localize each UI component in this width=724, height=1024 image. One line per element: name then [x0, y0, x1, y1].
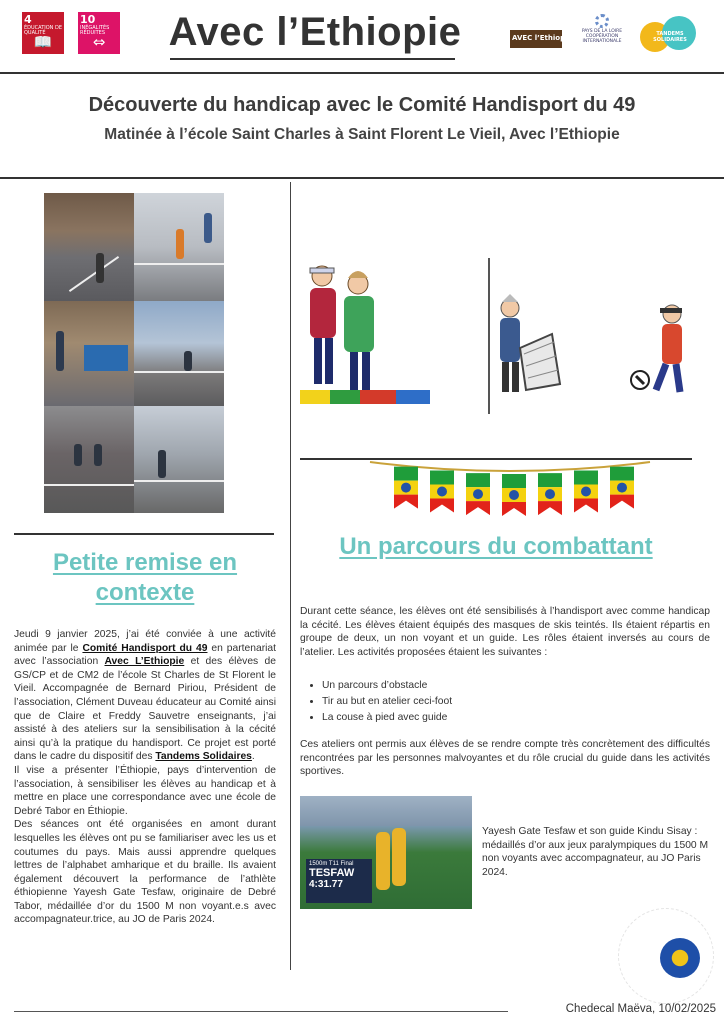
footer-rule [14, 1011, 508, 1012]
link-tandems-solidaires[interactable]: Tandems Solidaires [155, 751, 252, 763]
result-name: TESFAW [309, 867, 355, 879]
page-title: Avec l’Ethiopie [168, 10, 462, 54]
paragraph-sessions: Des séances ont été organisées en amont durant lesquelles les élèves ont pu se familiariser avec les us et coutumes du pays. Mais aussi apprendre quelques lettres de l’alphabet amharique et du braille. Ils avaient également découvert la performance de l’athlète éthiopienne Yayesh Gate Tesfaw, originaire de Debré Tabor, médaillée d’or du 1500 M non voyant.e.s avec accompagnateur.trice, au JO de Paris 2024. [14, 819, 276, 926]
photo-playground [134, 301, 224, 406]
left-section-body [14, 628, 276, 927]
runner-figure [376, 832, 390, 890]
subtitle-divider [0, 177, 724, 179]
stadium-stands [300, 796, 472, 826]
article-subtitle: Matinée à l’école Saint Charles à Saint Florent Le Vieil, Avec l’Ethiopie [104, 126, 620, 143]
book-icon: 📖 [33, 33, 53, 52]
photo-guide-course [134, 193, 224, 301]
paragraph-goal: Il vise a présenter l’Éthiopie, pays d’intervention de l’association, à sensibiliser les élèves au handicap et à mettre en place une correspondance avec une école de Debré Tabor en Éthiopie. [14, 764, 276, 817]
athlete-caption: Yayesh Gate Tesfaw et son guide Kindu Sisay : médaillés d’or aux jeux paralympiques du 1500 M non voyants avec accompagnateur, au JO Paris 2024. [482, 826, 709, 878]
photo-covered-area [44, 406, 134, 513]
result-time: 4:31.77 [309, 879, 343, 890]
footer-author-date: Chedecal Maëva, 10/02/2025 [565, 1003, 716, 1015]
drawing-football-svg [490, 258, 694, 414]
result-event: 1500m T11 Final [309, 861, 354, 867]
left-section-rule [14, 533, 274, 535]
drawing-blind-football [488, 258, 692, 414]
result-board [306, 859, 372, 903]
cooperation-logo-text: PAYS DE LA LOIRE COOPÉRATION INTERNATIONALE [581, 29, 623, 44]
photo-running [134, 406, 224, 513]
column-divider [290, 182, 291, 970]
ethiopia-emblem-icon [660, 938, 700, 978]
text-span: et des élèves de GS/CP et de CM2 de l’école St Charles de St Florent le Vieil. Accompagnée de Bernard Piriou, Président de l’association, Clément Duveau éducateur au Comité ainsi que de Claire et Freddy Sauvetre enseignants, j’ai assisté à des ateliers sur la sensibilisation à la cécité ainsi qu’à la pratique du handisport. Ce projet est porté dans le cadre du dispositif des [14, 656, 276, 763]
text-span: en partenariat avec l’association [14, 642, 277, 668]
activities-list [318, 678, 698, 726]
avec-ethiopie-logo: AVEC l’Ethiopie [510, 30, 562, 48]
sdg-number: 10 [80, 13, 96, 26]
flag-pennant [430, 470, 454, 512]
ethiopian-flag-bunting [360, 458, 660, 524]
paragraph-intro [14, 628, 276, 764]
tandems-logo-text: TANDEMS SOLIDAIRES [653, 31, 687, 43]
runner-figure [392, 828, 406, 886]
left-section-heading: Petite remise en contexte [52, 549, 238, 606]
sdg-number: 4 [24, 13, 32, 26]
link-avec-ethiopie[interactable]: Avec L’Ethiopie [104, 656, 185, 668]
right-section-heading: Un parcours du combattant [339, 533, 653, 560]
list-item: • La couse à pied avec guide [322, 710, 698, 726]
photo-banner [44, 301, 134, 406]
paragraph-session: Durant cette séance, les élèves ont été sensibilisés à l’handisport avec comme handicap la cécité. Les élèves étaient équipés des masques de skis teintés. Ils étaient répartis en groupe de deux, un non voyant et un guide. Les rôles étaient inversés au cours de l’atelier. Les activités proposées étaient les suivantes : [300, 606, 710, 658]
list-item: • Un parcours d’obstacle [322, 678, 698, 694]
article-title: Découverte du handicap avec le Comité Handisport du 49 [88, 94, 636, 116]
tandems-logo [640, 16, 698, 54]
sdg-label: INÉGALITÉS RÉDUITES [80, 24, 110, 36]
sdg-label: ÉDUCATION DE QUALITÉ [24, 24, 62, 36]
flag-pennant [574, 470, 598, 512]
text-span: Jeudi 9 janvier 2025, j’ai été conviée à une activité animée par le [14, 629, 276, 654]
cooperation-dot-icon [595, 14, 609, 28]
text-span: . [251, 751, 255, 763]
photo-collage [44, 193, 224, 513]
drawing-obstacle-course [300, 258, 484, 414]
flag-pennant [502, 474, 526, 516]
drawing-obstacle-svg [300, 258, 484, 414]
equality-icon: ⇔ [92, 33, 106, 52]
flag-pennant [538, 473, 562, 515]
title-underline [170, 58, 455, 60]
handisport-banner [84, 345, 128, 371]
flag-pennant [394, 467, 418, 509]
sdg-4-badge [22, 12, 64, 54]
header-divider [0, 72, 724, 74]
sdg-10-badge [78, 12, 120, 54]
flag-pennant [610, 467, 634, 509]
photo-hall-marquee [44, 193, 134, 301]
athlete-photo [300, 796, 472, 909]
list-item: • Tir au but en atelier ceci-foot [322, 694, 698, 710]
link-comite-handisport[interactable]: Comité Handisport du 49 [82, 642, 208, 654]
flag-pennant [466, 473, 490, 515]
cooperation-logo [577, 14, 627, 45]
paragraph-conclusion: Ces ateliers ont permis aux élèves de se rendre compte très concrètement des difficultés rencontrées par les personnes malvoyantes et du rôle crucial du guide dans les activités sportives. [300, 739, 710, 778]
